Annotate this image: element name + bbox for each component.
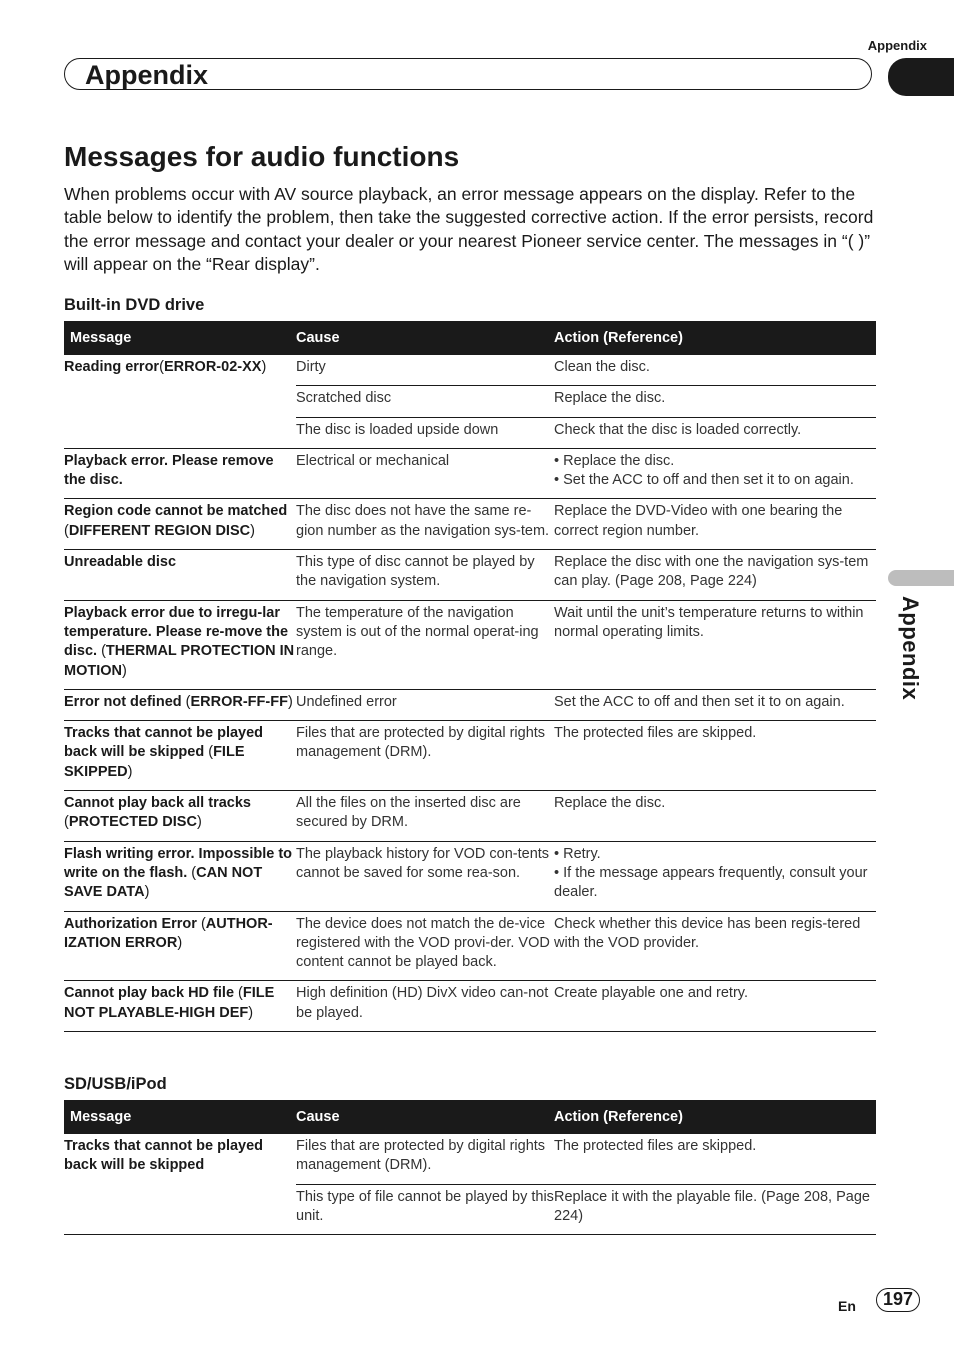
rear-display-text: ERROR-02-XX: [163, 359, 262, 375]
message-cell: [64, 601, 296, 689]
cause-action-pair: [296, 1185, 876, 1235]
message-text: Reading error: [64, 359, 160, 375]
rear-display-text: AUTHOR-IZATION ERROR: [64, 915, 273, 951]
rear-display-text: THERMAL PROTECTION IN MOTION: [64, 643, 295, 679]
running-header-label: Appendix: [867, 38, 927, 53]
action-cell: Wait until the unit’s temperature returns to within normal operating limits.: [554, 604, 864, 640]
cause-cell: Files that are protected by digital rights management (DRM).: [296, 1138, 546, 1174]
message-cell: [64, 449, 296, 499]
paren: ): [127, 763, 133, 780]
rear-display-text: ERROR-FF-FF: [190, 693, 288, 710]
intro-paragraph: When problems occur with AV source playback, an error message appears on the display. Refer to the table below to identify the problem, then take the suggested corrective action. If the error persists, record the error message and contact your dealer or your nearest Pioneer service center. The messages in “( )” will appear on the “Rear display”.: [64, 184, 874, 274]
side-tab-marker: [888, 570, 954, 586]
table-row: [64, 355, 876, 449]
message-cell: [64, 791, 296, 841]
rear-display-text: DIFFERENT REGION DISC: [68, 522, 251, 539]
sd-messages-table: [64, 1100, 876, 1235]
table-row: [64, 499, 876, 550]
action-cell: Check that the disc is loaded correctly.: [554, 421, 802, 438]
action-cell: • Replace the disc. • Set the ACC to off and then set it to on again.: [554, 452, 854, 489]
paren: (: [187, 864, 197, 881]
action-cell: Set the ACC to off and then set it to on again.: [554, 693, 845, 710]
cause-action-pair: [296, 355, 876, 386]
cause-cell: The playback history for VOD con-tents cannot be saved for some rea-son.: [296, 845, 550, 881]
paren: (: [64, 814, 69, 831]
action-cell: Check whether this device has been regis-tered with the VOD provider.: [554, 915, 861, 951]
message-cell: [64, 1134, 296, 1234]
message-cell: [64, 912, 296, 981]
column-header-cause: Cause: [296, 330, 340, 346]
cause-cell: All the files on the inserted disc are secured by DRM.: [296, 795, 521, 831]
cause-action-pair: [296, 912, 876, 981]
cause-action-pair: [296, 499, 876, 549]
action-cell: The protected files are skipped.: [554, 1138, 757, 1154]
table-row: [64, 1134, 876, 1235]
message-cell: [64, 981, 296, 1031]
action-cell: Replace the disc with one the navigation sys-tem can play. (Page 208, Page 224): [554, 554, 869, 590]
page-title: Messages for audio functions: [64, 141, 460, 172]
cause-cell: Scratched disc: [296, 390, 392, 407]
footer-language: En: [838, 1298, 856, 1314]
message-text: Tracks that cannot be played back will be skipped: [64, 1138, 264, 1174]
message-text: Tracks that cannot be played back will be skipped: [64, 725, 264, 761]
action-cell: • Retry. • If the message appears frequently, consult your dealer.: [554, 845, 868, 901]
message-text: Cannot play back all tracks: [64, 795, 251, 812]
table-row: [64, 601, 876, 690]
side-tab-label: Appendix: [898, 596, 923, 701]
paren: (: [159, 359, 164, 375]
cause-action-pair: [296, 721, 876, 771]
cause-cell: Electrical or mechanical: [296, 452, 450, 469]
message-cell: [64, 355, 296, 448]
cause-action-pair: [296, 842, 876, 911]
paren: ): [122, 662, 127, 679]
paren: (: [204, 744, 214, 761]
paren: (: [196, 915, 206, 932]
cause-cell: Dirty: [296, 359, 326, 375]
message-text: Unreadable disc: [64, 554, 177, 571]
message-text: Error not defined: [64, 693, 182, 710]
cause-cell: The disc does not have the same re-gion number as the navigation sys-tem.: [296, 503, 550, 539]
table-row: [64, 449, 876, 500]
table-row: [64, 690, 876, 721]
column-header-message: Message: [70, 1109, 132, 1125]
action-cell: Replace the disc.: [554, 795, 666, 812]
action-cell: The protected files are skipped.: [554, 725, 757, 742]
message-text: Cannot play back HD file: [64, 985, 235, 1002]
cause-action-pair: [296, 418, 876, 448]
paren: ): [248, 1004, 254, 1021]
table-header: [64, 321, 876, 355]
paren: ): [287, 693, 293, 710]
page-number: 197: [876, 1288, 920, 1312]
paren: (: [97, 643, 106, 660]
message-text: Playback error. Please remove the disc.: [64, 452, 274, 489]
cause-cell: Undefined error: [296, 693, 397, 710]
table-row: [64, 550, 876, 601]
cause-cell: This type of file cannot be played by this unit.: [296, 1188, 554, 1224]
action-cell: Clean the disc.: [554, 359, 650, 375]
table-header: [64, 1100, 876, 1134]
cause-cell: High definition (HD) DivX video can-not be played.: [296, 985, 549, 1021]
rear-display-text: FILE SKIPPED: [64, 744, 245, 780]
cause-action-pair: [296, 690, 876, 720]
message-cell: [64, 721, 296, 790]
section-header-bar: [64, 58, 872, 90]
paren: (: [181, 693, 191, 710]
dvd-messages-table: [64, 321, 876, 1032]
cause-cell: The disc is loaded upside down: [296, 421, 499, 438]
column-header-action: Action (Reference): [554, 330, 683, 346]
sd-section-title: SD/USB/iPod: [64, 1075, 167, 1093]
paren: (: [234, 985, 243, 1002]
table-row: [64, 912, 876, 982]
cause-action-pair: [296, 601, 876, 670]
action-cell: Replace the disc.: [554, 390, 666, 407]
cause-action-pair: [296, 791, 876, 841]
cause-action-pair: [296, 1134, 876, 1185]
message-cell: [64, 842, 296, 911]
rear-display-text: CAN NOT SAVE DATA: [64, 864, 263, 901]
message-text: Playback error due to irregu-lar temperature. Please re-move the disc.: [64, 604, 289, 660]
dvd-section-title: Built-in DVD drive: [64, 296, 205, 314]
table-row: [64, 842, 876, 912]
message-cell: [64, 550, 296, 600]
cause-action-pair: [296, 386, 876, 417]
paren: ): [196, 814, 202, 831]
action-cell: Replace the DVD-Video with one bearing the correct region number.: [554, 503, 843, 539]
cause-action-pair: [296, 449, 876, 499]
cause-cell: The temperature of the navigation system is out of the normal operat-ing range.: [296, 604, 539, 660]
cause-cell: This type of disc cannot be played by the navigation system.: [296, 554, 535, 590]
action-cell: Replace it with the playable file. (Page 208, Page 224): [554, 1188, 870, 1224]
column-header-message: Message: [70, 330, 132, 346]
rear-display-text: PROTECTED DISC: [68, 814, 197, 831]
column-header-cause: Cause: [296, 1109, 340, 1125]
rear-display-text: FILE NOT PLAYABLE-HIGH DEF: [64, 985, 275, 1021]
chapter-tab: [888, 58, 954, 96]
cause-action-pair: [296, 550, 876, 600]
paren: ): [261, 359, 267, 375]
table-row: [64, 721, 876, 791]
cause-cell: The device does not match the de-vice registered with the VOD provi-der. VOD content cannot be played back.: [296, 915, 550, 971]
paren: ): [144, 884, 150, 901]
cause-action-pair: [296, 981, 876, 1031]
message-cell: [64, 690, 296, 720]
cause-cell: Files that are protected by digital rights management (DRM).: [296, 725, 546, 761]
message-cell: [64, 499, 296, 549]
table-row: [64, 791, 876, 842]
paren: ): [177, 934, 183, 951]
paren: ): [250, 522, 255, 539]
message-text: Authorization Error: [64, 915, 197, 932]
message-text: Flash writing error. Impossible to write on the flash.: [64, 845, 293, 881]
section-header-title: Appendix: [85, 60, 209, 90]
action-cell: Create playable one and retry.: [554, 985, 748, 1002]
column-header-action: Action (Reference): [554, 1109, 683, 1125]
message-text: Region code cannot be matched: [64, 503, 288, 520]
table-row: [64, 981, 876, 1032]
paren: (: [64, 522, 69, 539]
